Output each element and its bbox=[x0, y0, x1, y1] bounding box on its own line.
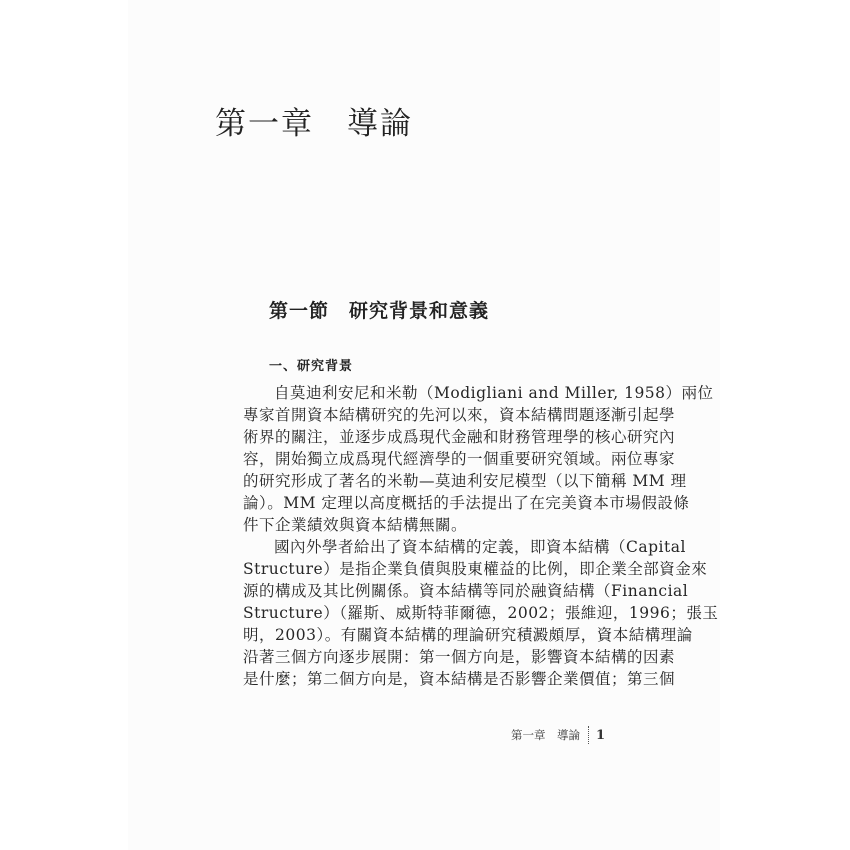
chapter-title: 第一章 導論 bbox=[215, 106, 413, 142]
text-line: 件下企業績效與資本結構無關。 bbox=[243, 516, 468, 534]
text-line: 自莫迪利安尼和米勒（Modigliani and Miller, 1958）兩位 bbox=[274, 384, 714, 402]
text-line: Structure）是指企業負債與股東權益的比例，即企業全部資金來 bbox=[243, 560, 708, 578]
text-line: Structure）（羅斯、威斯特菲爾德，2002；張維迎，1996；張玉 bbox=[243, 604, 719, 622]
section-title: 第一節 研究背景和意義 bbox=[269, 300, 490, 322]
page-footer bbox=[511, 726, 605, 744]
paragraph-2 bbox=[243, 536, 719, 690]
text-line: 沿著三個方向逐步展開：第一個方向是，影響資本結構的因素 bbox=[243, 648, 676, 666]
text-line: 術界的關注，並逐步成爲現代金融和財務管理學的核心研究內 bbox=[243, 428, 676, 446]
text-line: 專家首開資本結構研究的先河以來，資本結構問題逐漸引起學 bbox=[243, 406, 676, 424]
text-line: 是什麼；第二個方向是，資本結構是否影響企業價值；第三個 bbox=[243, 670, 676, 688]
text-line: 明，2003）。有關資本結構的理論研究積澱頗厚，資本結構理論 bbox=[243, 626, 693, 644]
running-head: 第一章 導論 bbox=[511, 728, 580, 742]
text-line: 的研究形成了著名的米勒—莫迪利安尼模型（以下簡稱 MM 理 bbox=[243, 472, 687, 490]
subsection-title: 一、研究背景 bbox=[269, 359, 354, 374]
paragraph-1 bbox=[243, 382, 714, 536]
footer-divider bbox=[588, 726, 589, 744]
text-line: 論）。MM 定理以高度概括的手法提出了在完美資本市場假設條 bbox=[243, 494, 690, 512]
text-line: 國內外學者給出了資本結構的定義，即資本結構（Capital bbox=[274, 538, 686, 556]
page-number: 1 bbox=[596, 727, 606, 743]
text-line: 源的構成及其比例關係。資本結構等同於融資結構（Financial bbox=[243, 582, 689, 600]
body-text bbox=[243, 382, 719, 690]
text-line: 容，開始獨立成爲現代經濟學的一個重要研究領域。兩位專家 bbox=[243, 450, 676, 468]
